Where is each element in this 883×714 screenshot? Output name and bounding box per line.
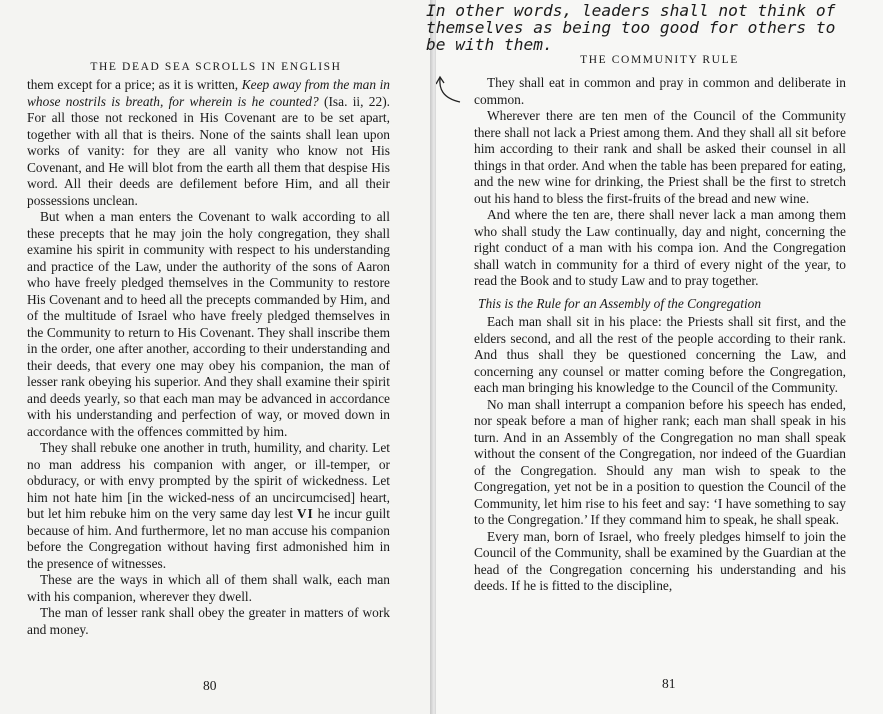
left-paragraph (27, 440, 390, 572)
left-paragraph (27, 209, 390, 440)
text-segment: he incur guilt because of him. And furthermore, let no man accuse his companion before the Congregation without having first admonished him in the presence of witnesses. (27, 506, 391, 571)
right-body-text (474, 75, 846, 595)
left-running-head: THE DEAD SEA SCROLLS IN ENGLISH (90, 61, 342, 73)
left-body-text (27, 77, 390, 638)
right-paragraphs-after (474, 314, 846, 595)
handwritten-note-line: themselves as being too good for others to (426, 18, 836, 37)
left-page (0, 0, 432, 714)
text-segment: them except for a price; as it is written, (27, 77, 242, 92)
left-page-number: 80 (203, 678, 217, 693)
text-segment: (Isa. ii, 22). For all those not reckoned in His Covenant are to be set apart, together with all that is theirs. None of the saints shall lean upon works of vanity: for they are all vanity who know not His Covenant, and He will blot from the earth all them that despise His word. All their deeds are defilement before Him, and all their possessions unclean. (27, 93, 390, 208)
text-segment: But when a man enters the Covenant to walk according to all these precepts that he may join the holy congregation, they shall examine his spirit in community with respect to his understanding and practice of the Law, under the authority of the sons of Aaron who have freely pledged themselves in the Community to restore His Covenant and to heed all the precepts commanded by Him, and of the multitude of Israel who have freely pledged themselves in the Community to return to His Covenant. They shall inscribe them in the order, one after another, according to their understanding and their deeds, that every one may obey his companion, the man of lesser rank obeying his superior. And they shall examine their spirit and deeds yearly, so that each man may be advanced in accordance with his understanding and perfection of way, or moved down in accordance with the offences committed by him. (27, 209, 390, 439)
left-paragraph (27, 605, 390, 638)
right-paragraph: And where the ten are, there shall never lack a man among them who shall study the Law continually, day and night, concerning the right conduct of a man with his compa ion. And the Congregation shall watch in community for a third of every night of the year, to read the Book and to study Law and to pray together. (474, 207, 846, 288)
right-paragraph: Each man shall sit in his place: the Priests shall sit first, and the elders second, and all the rest of the people according to their rank. And thus shall they be questioned concerning the Law, and concerning any counsel or matter coming before the Congregation, each man bringing his knowledge to the Council of the Community. (474, 314, 846, 395)
right-paragraph: They shall eat in common and pray in common and deliberate in common. (474, 75, 846, 107)
right-paragraph: No man shall interrupt a companion before his speech has ended, nor speak before a man of higher rank; each man shall speak in his turn. And in an Assembly of the Congregation no man shall speak without the consent of the Congregation, nor indeed of the Guardian of the Congregation. Should any man wish to speak to the Congregation, yet not be in a position to question the Council of the Community, let him rise to his feet and say: ‘I have something to say to the Congregation.’ If they command him to speak, he shall speak. (474, 396, 846, 527)
section-heading: This is the Rule for an Assembly of the Congregation (478, 295, 762, 311)
right-paragraph: Wherever there are ten men of the Council of the Community there shall not lack a Priest among them. And they shall all sit before him according to their rank and shall be asked their counsel in all things in that order. And when the table has been prepared for eating, and the new wine for drinking, the Priest shall be the first to stretch out his hand to bless the first-fruits of the bread and new wine. (474, 108, 846, 206)
handwritten-note-line: be with them. (426, 35, 553, 54)
right-page-number: 81 (662, 676, 676, 691)
handwritten-note (426, 2, 880, 53)
right-paragraph: Every man, born of Israel, who freely pledges himself to join the Council of the Community, shall be examined by the Guardian at the head of the Congregation concerning his understanding and his deeds. If he is fitted to the discipline, (474, 528, 846, 593)
left-paragraph (27, 572, 390, 605)
handwritten-note-line: In other words, leaders shall not think of (426, 1, 836, 20)
right-paragraphs-before (474, 75, 846, 290)
right-running-head: THE COMMUNITY RULE (580, 54, 739, 66)
section-marker: VI (296, 506, 314, 521)
left-paragraph (27, 77, 390, 209)
handwritten-arrow-icon (436, 74, 476, 108)
text-segment: The man of lesser rank shall obey the greater in matters of work and money. (27, 605, 390, 637)
text-segment: They shall rebuke one another in truth, humility, and charity. Let no man address his companion with anger, or ill-temper, or obduracy, or with envy prompted by the spirit of wickedness. Let him not hate him [in the wicked-ness of an uncircumcised] heart, but let him rebuke him on the very same day lest (27, 440, 390, 521)
right-page (436, 0, 883, 714)
text-segment: Keep away from the man in whose nostrils is breath, for wherein is he counted? (27, 77, 390, 109)
text-segment: These are the ways in which all of them shall walk, each man with his companion, wherever they dwell. (27, 572, 390, 604)
